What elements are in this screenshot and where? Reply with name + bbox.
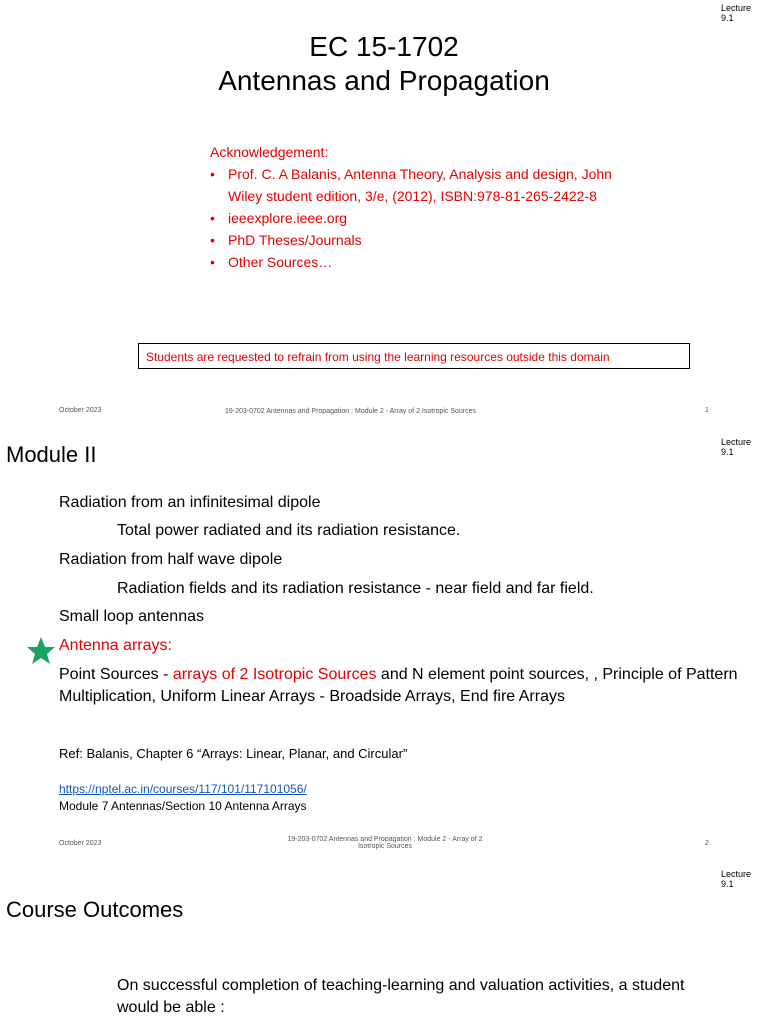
slide-title bbox=[0, 30, 768, 98]
topic-line: Small loop antennas bbox=[59, 608, 204, 625]
list-item: • Prof. C. A Balanis, Antenna Theory, Analysis and design, John Wiley student edition, 3/e, (2012), ISBN:978-81-265-2422-8 bbox=[210, 163, 630, 207]
point-sources-text: Point Sources - arrays of 2 Isotropic Sources and N element point sources, , Principle of Pattern Multiplication, Uniform Linear Arrays - Broadside Arrays, End fire Arrays bbox=[59, 666, 738, 705]
list-item: • PhD Theses/Journals bbox=[210, 229, 630, 251]
footer-date: October 2023 bbox=[59, 407, 102, 414]
page-number: 1 bbox=[705, 407, 709, 414]
topic-line: Radiation from an infinitesimal dipole bbox=[59, 494, 321, 511]
module-note: Module 7 Antennas/Section 10 Antenna Arrays bbox=[59, 799, 307, 813]
ack-list bbox=[210, 163, 630, 273]
lecture-label: Lecture 9.1 bbox=[721, 869, 752, 889]
topic-subline: Total power radiated and its radiation resistance. bbox=[117, 522, 461, 539]
footer-center: 19-203-0702 Antennas and Propagation : Module 2 - Array of 2 Isotropic Sources bbox=[287, 836, 483, 850]
lecture-label: Lecture 9.1 bbox=[721, 437, 752, 457]
list-item: • Other Sources… bbox=[210, 251, 630, 273]
module-title: Module II bbox=[6, 442, 97, 467]
footer-date: October 2023 bbox=[59, 840, 102, 847]
footer-center: 19-203-0702 Antennas and Propagation : Module 2 - Array of 2 Isotropic Sources bbox=[225, 408, 476, 415]
nptel-link[interactable]: https://nptel.ac.in/courses/117/101/117101056/ bbox=[59, 782, 307, 796]
lecture-label: Lecture 9.1 bbox=[721, 3, 752, 23]
topic-subline: Radiation fields and its radiation resistance - near field and far field. bbox=[117, 580, 594, 597]
course-outcomes-title: Course Outcomes bbox=[6, 897, 184, 922]
ack-heading: Acknowledgement: bbox=[210, 144, 329, 160]
list-item: • ieeexplore.ieee.org bbox=[210, 207, 630, 229]
star-icon bbox=[26, 636, 56, 666]
page-number: 2 bbox=[705, 840, 709, 847]
usage-notice: Students are requested to refrain from using the learning resources outside this domain bbox=[138, 343, 690, 369]
outcomes-intro: On successful completion of teaching-learning and valuation activities, a student would be able : bbox=[117, 977, 685, 1016]
reference-text: Ref: Balanis, Chapter 6 “Arrays: Linear, Planar, and Circular” bbox=[59, 746, 408, 761]
course-name: Antennas and Propagation bbox=[218, 65, 550, 96]
highlight-text: arrays of 2 Isotropic Sources bbox=[172, 666, 377, 683]
acknowledgement-block bbox=[210, 141, 630, 273]
course-code: EC 15-1702 bbox=[309, 31, 459, 62]
topic-line: Radiation from half wave dipole bbox=[59, 551, 283, 568]
arrays-heading: Antenna arrays: bbox=[59, 637, 172, 654]
